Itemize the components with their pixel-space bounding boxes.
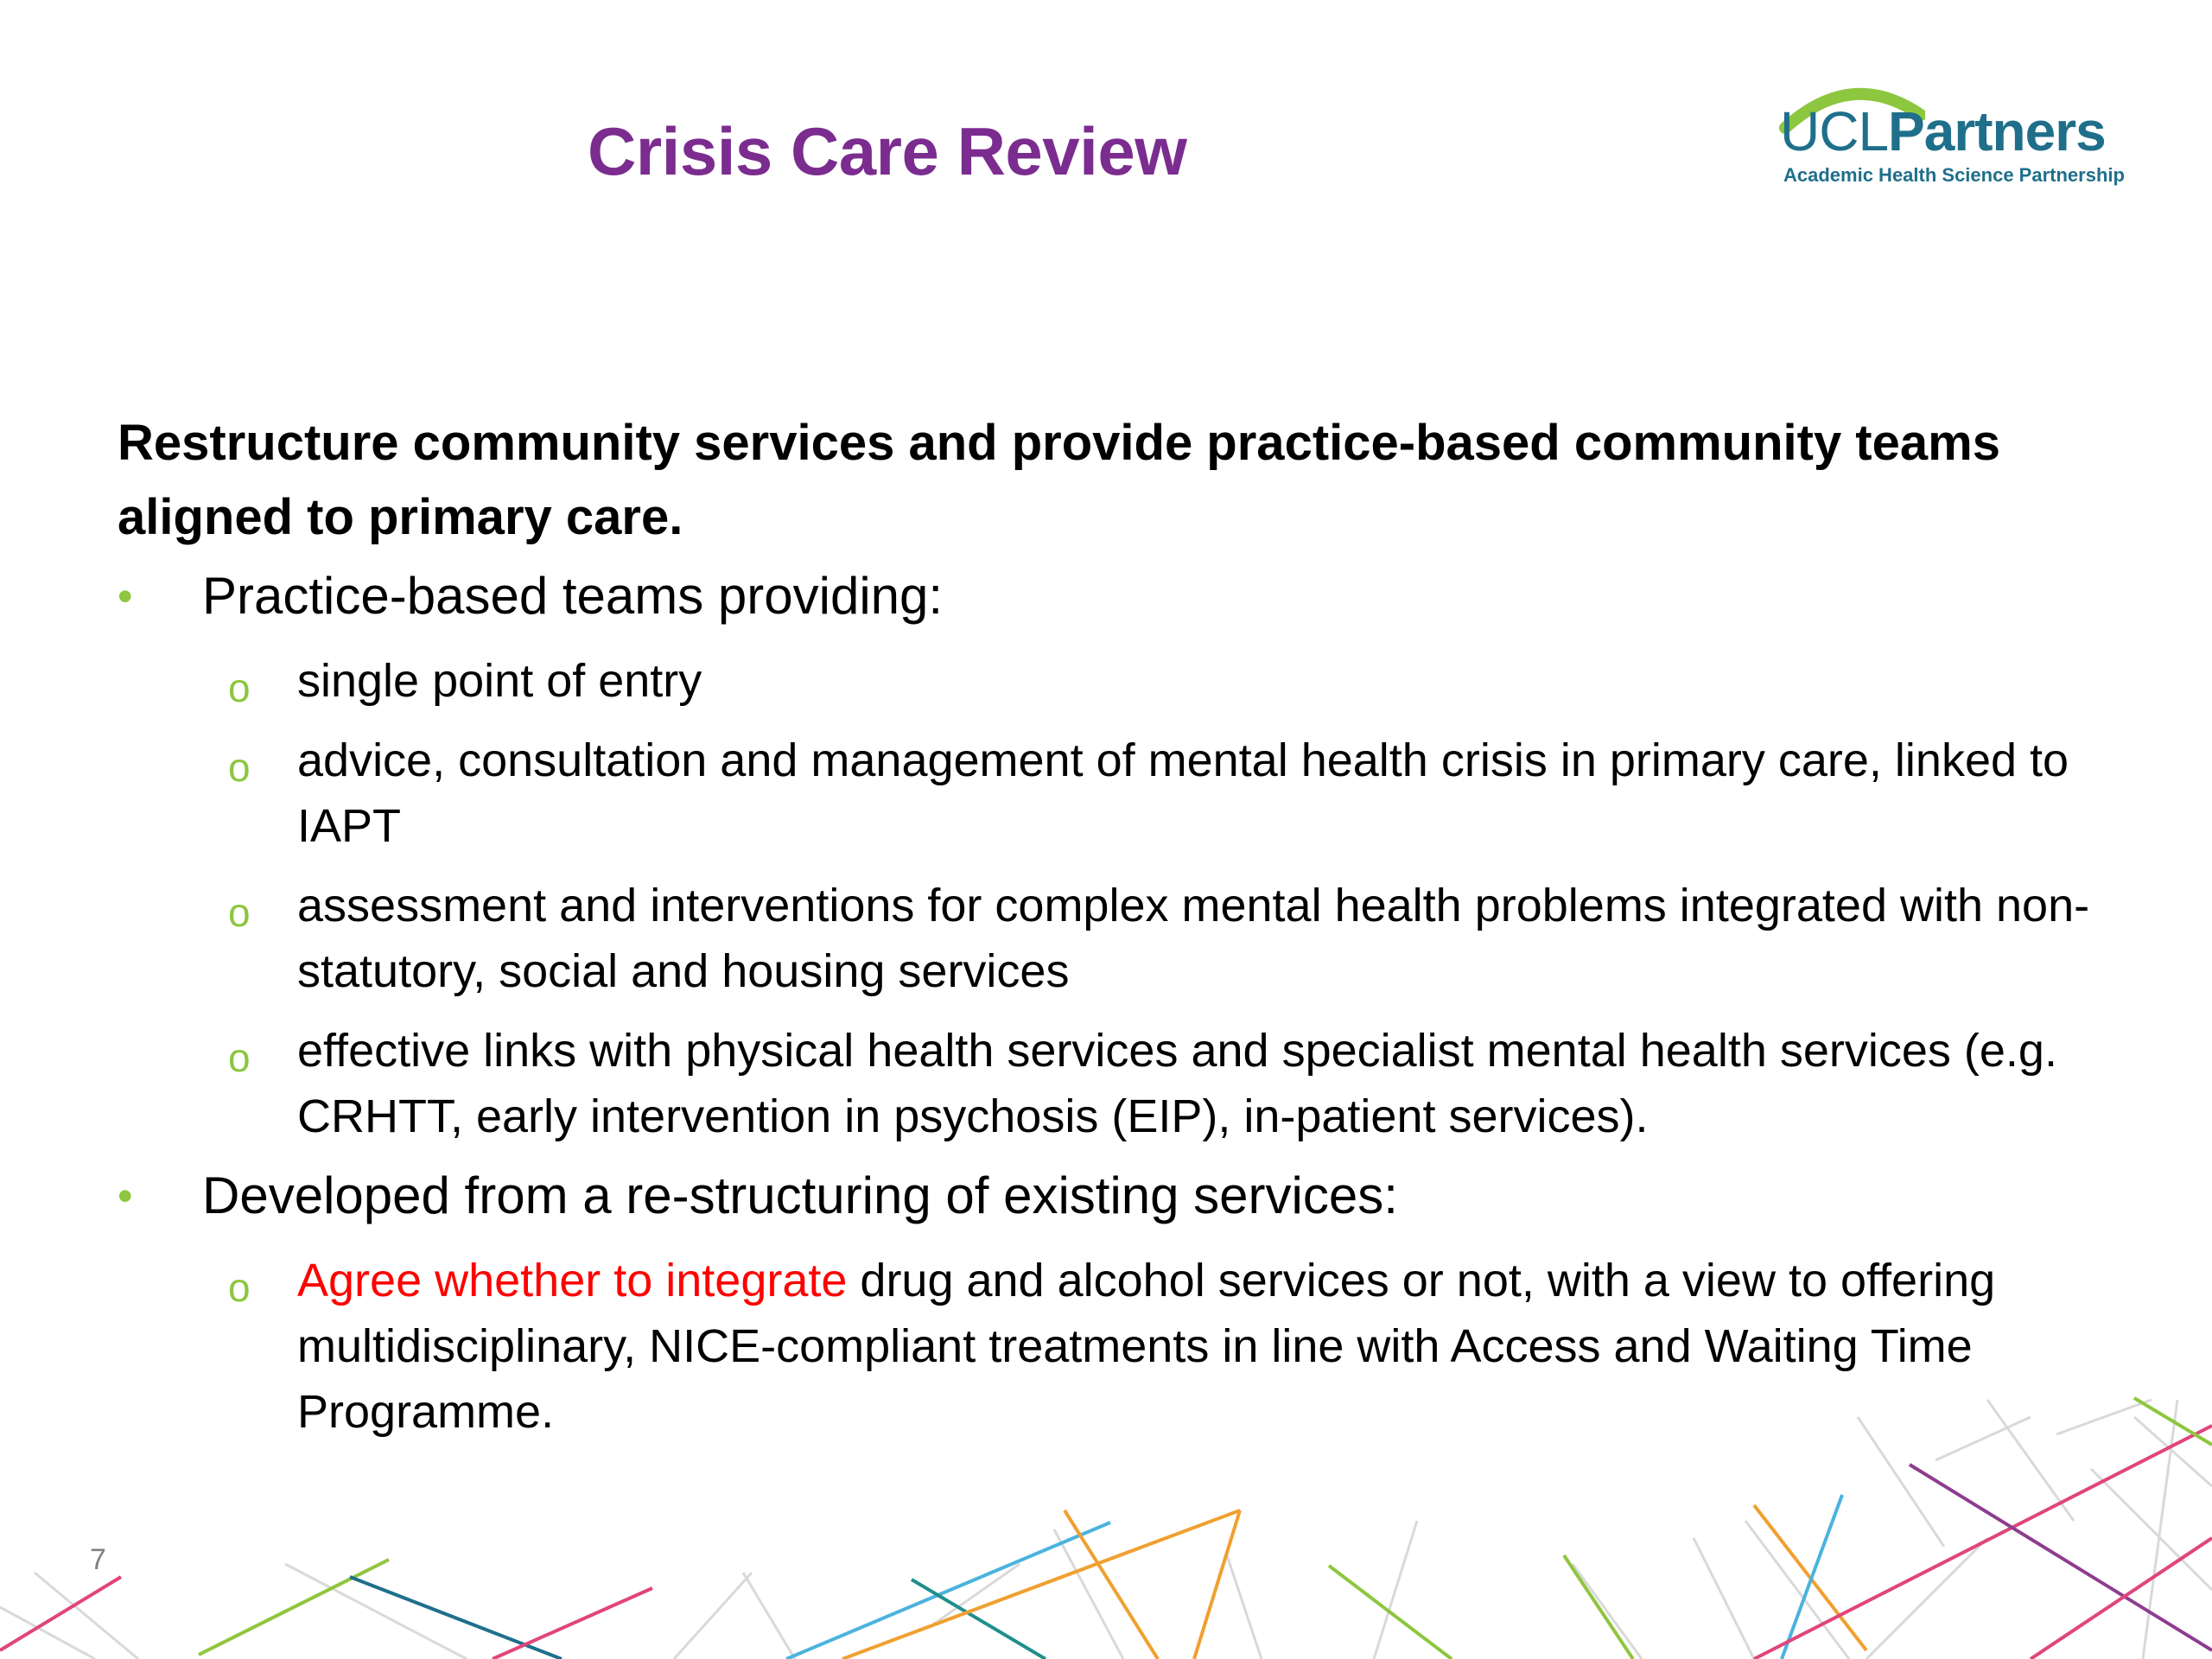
subbullet-circle-icon: o <box>228 1035 251 1080</box>
subbullet-item <box>118 648 2155 714</box>
subbullet-item <box>118 873 2155 1004</box>
subbullet-text: assessment and interventions for complex mental health problems integrated with non-statutory, social and housing services <box>297 880 2090 997</box>
bullet-item <box>118 1163 2105 1229</box>
body-heading: Restructure community services and provide practice-based community teams aligned to primary care. <box>118 415 2000 545</box>
uclpartners-logo <box>1771 69 2152 190</box>
page-number: 7 <box>90 1543 106 1576</box>
subbullet-item <box>118 728 2155 859</box>
subbullet-text: effective links with physical health services and specialist mental health services (e.g. CRHTT, early intervention in psychosis (EIP), in-patient services). <box>297 1025 2057 1142</box>
bullet-dot-icon: • <box>118 1172 133 1220</box>
highlighted-text: Agree whether to integrate <box>297 1255 848 1306</box>
subbullet-circle-icon: o <box>228 665 251 710</box>
logo-word-ucl: UCL <box>1780 100 1889 162</box>
slide-title: Crisis Care Review <box>588 113 1187 189</box>
bullet-text: Developed from a re-structuring of existing services: <box>202 1166 1398 1224</box>
slide-body <box>118 406 2105 1459</box>
subbullet-item <box>118 1248 2155 1445</box>
subbullet-circle-icon: o <box>228 1265 251 1310</box>
subbullet-circle-icon: o <box>228 745 251 790</box>
subbullet-item <box>118 1018 2155 1149</box>
bullet-dot-icon: • <box>118 572 133 620</box>
subbullet-circle-icon: o <box>228 890 251 935</box>
subbullet-text: advice, consultation and management of mental health crisis in primary care, linked to IAPT <box>297 734 2069 852</box>
logo-word-partners: Partners <box>1888 100 2106 162</box>
subbullet-text: drug and alcohol services or not, with a view to offering multidisciplinary, NICE-compliant treatments in line with Access and Waiting Time Programme. <box>297 1255 1996 1438</box>
subbullet-text: single point of entry <box>297 655 702 707</box>
bullet-text: Practice-based teams providing: <box>202 567 944 625</box>
logo-tagline: Academic Health Science Partnership <box>1783 164 2125 186</box>
bullet-item <box>118 563 2105 629</box>
logo-wordmark <box>1780 100 2106 162</box>
